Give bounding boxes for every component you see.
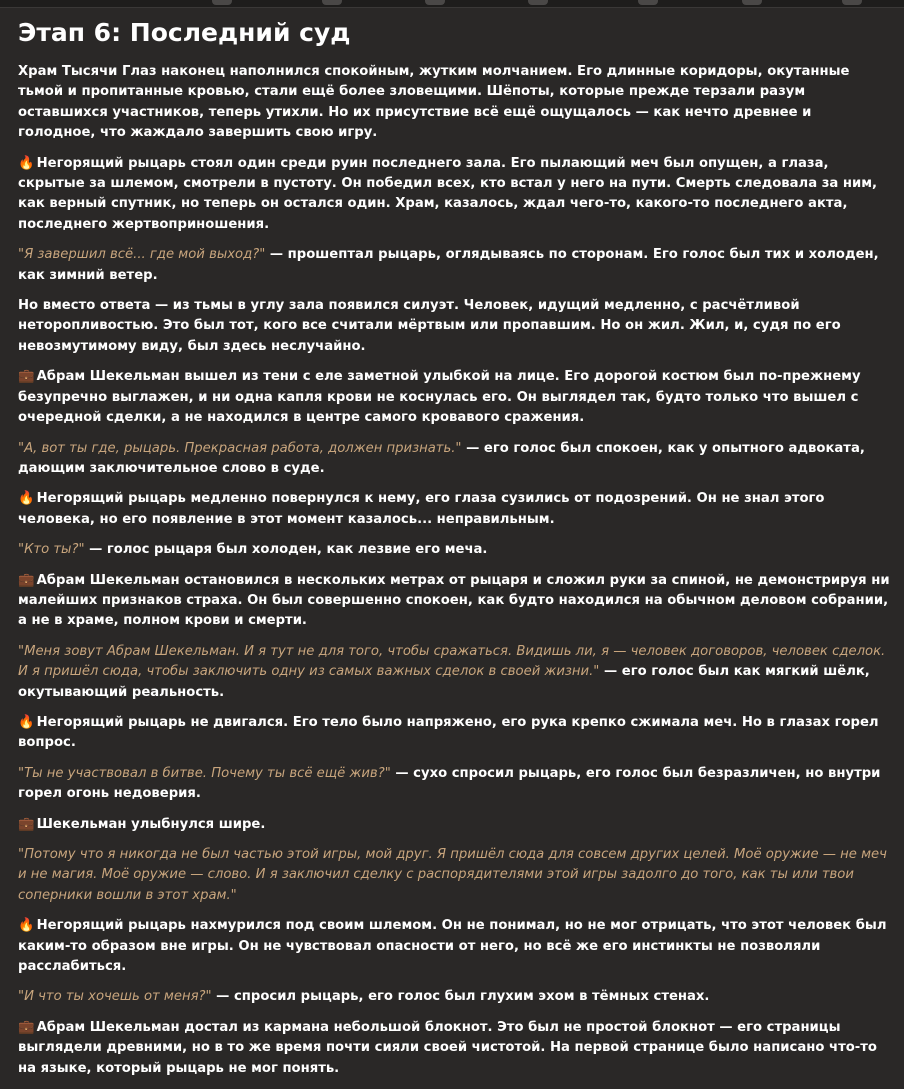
paragraph-text: — его голос был спокоен, как у опытного адвоката, дающим заключительное слово в суде. xyxy=(18,440,865,476)
speaker-name: Негорящий рыцарь xyxy=(36,918,186,934)
character-icon[interactable] xyxy=(638,0,658,5)
dialogue-paragraph xyxy=(18,540,890,560)
paragraph-text: — сухо спросил рыцарь, его голос был безразличен, но внутри горел огонь недоверия. xyxy=(18,765,881,802)
speaker-name: Негорящий рыцарь xyxy=(36,491,186,507)
narration-text: Но вместо ответа — из тьмы в углу зала появился силуэт. Человек, идущий медленно, с расчётливой неторопливостью. Это был тот, кого все считали мёртвым или пропавшим. Но он жил. Жил, и, судя по его невозмутимому виду, был здесь неслучайно. xyxy=(18,298,841,354)
briefcase-icon: 💼 xyxy=(18,816,35,832)
dialogue-quote: "Кто ты?" xyxy=(18,542,85,558)
paragraph-text: — спросил рыцарь, его голос был глухим эхом в тёмных стенах. xyxy=(211,989,710,1005)
dialogue-paragraph xyxy=(18,439,890,480)
paragraph-text: не двигался. Его тело было напряжено, его рука крепко сжимала меч. Но в глазах горел вопрос. xyxy=(18,714,879,751)
narration-text: Храм Тысячи Глаз наконец наполнился спокойным, жутким молчанием. Его длинные коридоры, окутанные тьмой и пропитанные кровью, стали ещё более зловещими. Шёпоты, которые прежде терзали разум оставшихся участников, теперь утихли. Но их присутствие всё ещё ощущалось — как нечто древнее и голодное, что жаждало завершить свою игру. xyxy=(18,64,850,141)
paragraph-text: достал из кармана небольшой блокнот. Это был не простой блокнот — его страницы выглядели древними, но в то же время почти сияли своей чистотой. На первой странице было написано что-то на языке, который рыцарь не мог понять. xyxy=(18,1019,877,1076)
abram-paragraph xyxy=(18,571,890,632)
knight-paragraph xyxy=(18,713,890,754)
dialogue-quote: "Меня зовут Абрам Шекельман. И я тут не для того, чтобы сражаться. Видишь ли, я — человек договоров, человек сделок. И я пришёл сюда, чтобы заключить одну из самых важных сделок в своей жизни." xyxy=(18,643,886,680)
briefcase-icon: 💼 xyxy=(18,572,35,588)
paragraph-text: нахмурился под своим шлемом. Он не понимал, но не мог отрицать, что этот человек был каким-то образом вне игры. Он не чувствовал опасности от него, но всё же его инстинкты не позволяли расслабиться. xyxy=(18,918,887,975)
abram-paragraph xyxy=(18,367,890,428)
narration-paragraph xyxy=(18,62,890,144)
bookmark-icon[interactable] xyxy=(425,0,445,5)
paragraph-text: медленно повернулся к нему, его глаза сузились от подозрений. Он не знал этого человека, но его появление в этот момент казалось... неправильным. xyxy=(18,491,825,527)
paragraph-text: — его голос был как мягкий шёлк, окутывающий реальность. xyxy=(18,664,870,700)
dialogue-quote: "А, вот ты где, рыцарь. Прекрасная работа, должен признать." xyxy=(18,440,462,456)
speaker-name: Абрам Шекельман xyxy=(36,1019,180,1035)
page-title: Этап 6: Последний суд xyxy=(18,18,351,47)
message-content xyxy=(18,17,890,1089)
paragraph-text: стоял один среди руин последнего зала. Его пылающий меч был опущен, а глаза, скрытые за шлемом, смотрели в пустоту. Он победил всех, кто встал у него на пути. Смерть следовала за ним, как верный спутник, но теперь он остался один. Храм, казалось, ждал чего-то, какого-то последнего акта, последнего жертвоприношения. xyxy=(18,155,877,232)
briefcase-icon: 💼 xyxy=(18,369,35,385)
paragraph-text: улыбнулся шире. xyxy=(126,816,266,832)
dialogue-paragraph xyxy=(18,764,890,805)
abram-paragraph xyxy=(18,815,890,835)
dialogue-paragraph xyxy=(18,845,890,906)
briefcase-icon: 💼 xyxy=(18,1019,35,1035)
speaker-name: Шекельман xyxy=(36,816,127,832)
dialogue-quote: "Ты не участвовал в битве. Почему ты всё ещё жив?" xyxy=(18,765,391,781)
abram-paragraph xyxy=(18,1018,890,1079)
knight-paragraph xyxy=(18,489,890,530)
dialogue-paragraph xyxy=(18,987,890,1007)
dialogue-paragraph xyxy=(18,642,890,703)
dialogue-paragraph xyxy=(18,245,890,286)
speaker-name: Абрам Шекельман xyxy=(36,369,180,385)
info-icon[interactable] xyxy=(742,0,762,5)
dialogue-quote: "Потому что я никогда не был частью этой игры, мой друг. Я пришёл сюда для совсем других целей. Моё оружие — не меч и не магия. Моё оружие — слово. И я заключил сделку с распорядителями этой игры задолго до того, как ты или твои соперники вошли в этот храм." xyxy=(18,847,887,903)
fire-icon: 🔥 xyxy=(18,491,35,507)
dialogue-quote: "И что ты хочешь от меня?" xyxy=(18,989,212,1005)
speaker-name: Негорящий рыцарь xyxy=(36,714,186,730)
paragraph-text: — голос рыцаря был холоден, как лезвие его меча. xyxy=(84,542,488,558)
fire-icon: 🔥 xyxy=(18,155,35,171)
chat-icon[interactable] xyxy=(212,0,232,5)
edit-icon[interactable] xyxy=(322,0,342,5)
paragraph-text: вышел из тени с еле заметной улыбкой на лице. Его дорогой костюм был по-прежнему безупречно выглажен, и ни одна капля крови не коснулась его. Он выглядел так, будто только что вышел с очередной сделки, а не находился в центре самого кровавого сражения. xyxy=(18,369,861,426)
dialogue-quote: "Я завершил всё... где мой выход?" xyxy=(18,247,266,263)
speaker-name: Негорящий рыцарь xyxy=(36,155,186,171)
paragraph-text: — прошептал рыцарь, оглядываясь по сторонам. Его голос был тих и холоден, как зимний ветер. xyxy=(18,247,879,283)
knight-paragraph xyxy=(18,916,890,977)
knight-paragraph xyxy=(18,154,890,236)
fire-icon: 🔥 xyxy=(18,918,35,934)
book-icon[interactable] xyxy=(528,0,548,5)
speaker-name: Абрам Шекельман xyxy=(36,572,180,588)
paragraph-text: остановился в нескольких метрах от рыцаря и сложил руки за спиной, не демонстрируя ни малейших признаков страха. Он был совершенно спокоен, как будто находился на обычном деловом собрании, а не в храме, полном крови и смерти. xyxy=(18,572,890,629)
fire-icon: 🔥 xyxy=(18,714,35,730)
narration-paragraph xyxy=(18,296,890,357)
top-toolbar xyxy=(0,0,904,8)
menu-icon[interactable] xyxy=(842,0,862,5)
